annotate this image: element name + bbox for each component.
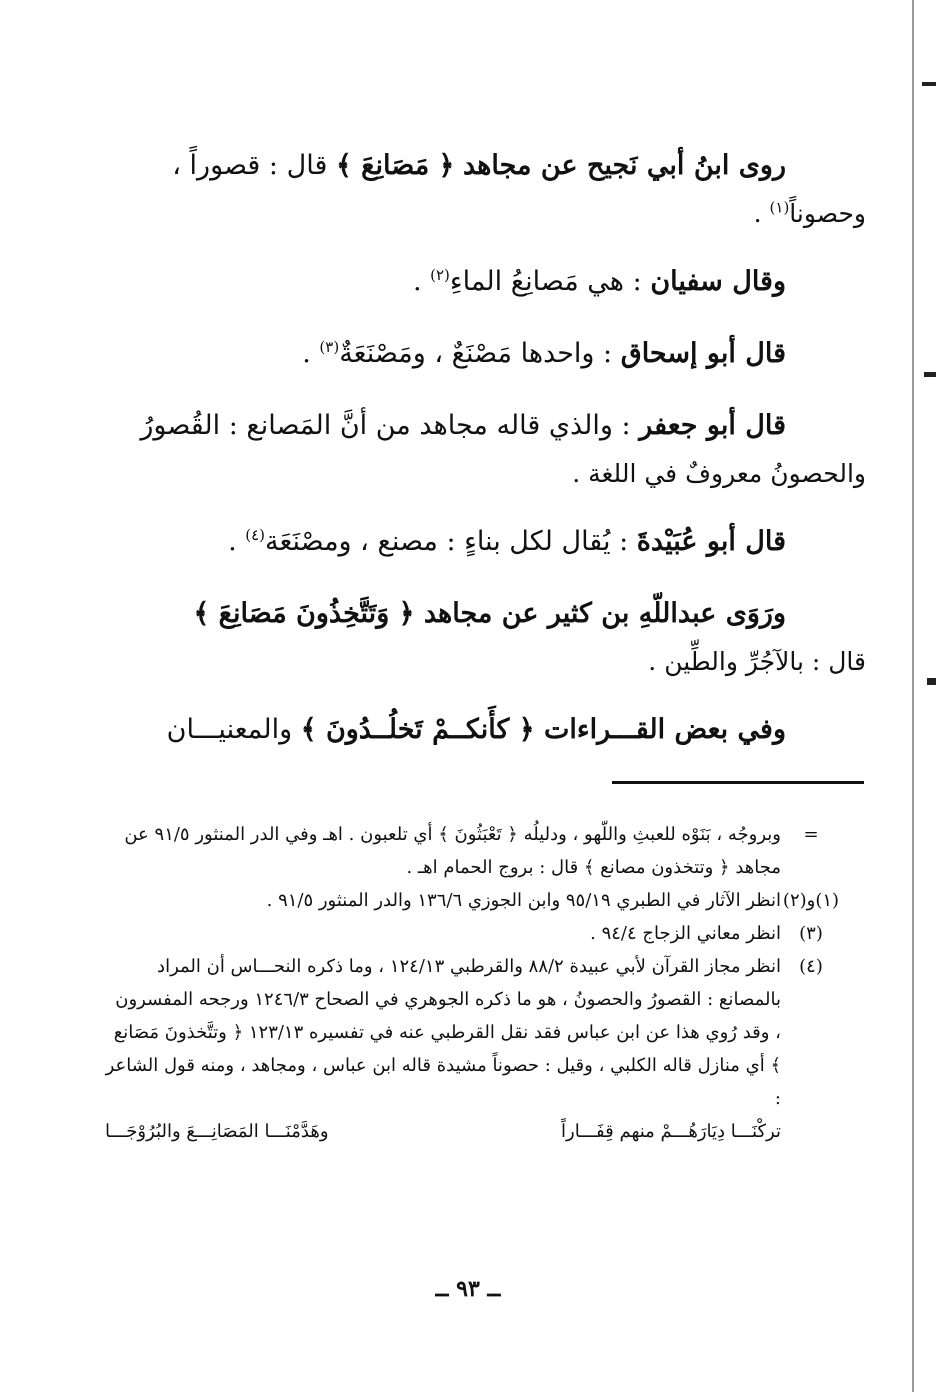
verse-second-hemistich: وهَدَّمْنَـــا المَصَانِـــعَ والبُرُوْجَـــا	[105, 1121, 329, 1142]
paragraph-3	[105, 318, 786, 390]
text-run: .	[228, 526, 246, 557]
text-run: والمعنيـــان	[166, 714, 301, 745]
text-run: .	[412, 266, 431, 297]
footnote-mark: (١)و(٢)	[782, 890, 840, 911]
edge-mark	[927, 678, 936, 685]
paragraph-2	[105, 246, 786, 318]
footnote	[105, 950, 841, 1115]
text-run: .	[302, 338, 320, 369]
footnote-text: انظر مجاز القرآن لأبي عبيدة ٨٨/٢ والقرطبي ١٢٤/١٣ ، وما ذكره النحـــاس أن المراد بالمصانع : القصورُ والحصونُ ، هو ما ذكره الجوهري في الصحاح ١٢٤٦/٣ ورجحه المفسرون ، وقد رُوي هذا عن ابن عباس فقد نقل القرطبي عنه في تفسيره ١٢٣/١٣ ﴿ وتتَّخذونَ مَصَانع ﴾ أي منازل قاله الكلبي ، وقيل : حصوناً مشيدة قاله ابن عباس ، ومجاهد ، ومنه قول الشاعر :	[105, 956, 781, 1109]
text-run: .	[753, 199, 770, 228]
footnote-mark: (٣)	[799, 923, 823, 944]
speaker-label: وفي بعض القـــراءات	[544, 714, 786, 745]
footnote-ref: (٣)	[319, 338, 340, 356]
footnote-separator	[612, 781, 864, 784]
footnote-ref: (٢)	[430, 266, 450, 284]
footnote	[105, 818, 841, 884]
footnote-mark: =	[803, 824, 819, 845]
footnotes	[105, 818, 841, 1148]
footnote-text: وبروجُه ، بَنَوْه للعبثِ واللّهو ، ودليلُه ﴿ تَعْبَثُونَ ﴾ أي تلعبون . اهـ وفي الدر المنثور ٩١/٥ عن مجاهد ﴿ وتتخذون مصانع ﴾ قال : بروج الحمام اهـ .	[124, 824, 781, 878]
speaker-label: قال أبو عُبَيْدةَ	[636, 526, 786, 557]
text-run: قال : بالآجُرِّ والطِّين .	[648, 647, 866, 676]
text-run: قال : قصوراً ،	[172, 150, 328, 181]
edge-mark	[924, 372, 936, 377]
poetry-verse	[105, 1115, 781, 1148]
text-run: : هي مَصانِعُ الماءِ	[449, 266, 651, 297]
paragraph-5	[105, 506, 786, 578]
speaker-label: ورَوَى عبداللّهِ بن كثير عن مجاهد	[423, 598, 786, 629]
quran-quote: ﴿ كأَنكــمْ تَخلُــدُونَ ﴾	[300, 714, 544, 745]
quran-quote: ﴿ وَتَتَّخِذُونَ مَصَانِعَ ﴾	[193, 598, 424, 629]
main-text	[105, 130, 866, 766]
footnote	[105, 884, 841, 917]
footnote-text: انظر معاني الزجاج ٩٤/٤ .	[590, 923, 781, 944]
footnote	[105, 917, 841, 950]
text-run: : والذي قاله مجاهد من أنَّ المَصانع : القُصورُ	[140, 410, 640, 441]
edge-mark	[922, 82, 936, 86]
speaker-label: قال أبو إسحاق	[620, 338, 786, 369]
text-run: : واحدها مَصْنَعٌ ، ومَصْنَعَةٌ	[339, 338, 621, 369]
footnote-mark: (٤)	[799, 956, 823, 977]
paragraph-7	[105, 694, 786, 766]
page-number: ــ ٩٣ ــ	[435, 1276, 501, 1302]
text-run: : يُقال لكل بناءٍ : مصنع ، ومصْنَعَة	[265, 526, 637, 557]
speaker-label: وقال سفيان	[650, 266, 786, 297]
quran-quote: ﴿ مَصَانِعَ ﴾	[335, 150, 455, 181]
verse-first-hemistich: تركْنَـــا دِيَارَهُـــمْ منهم قِفَـــاراً	[561, 1121, 781, 1142]
text-run: روى ابنُ أبي نَجيح عن مجاهد	[462, 150, 786, 181]
footnote-ref: (٤)	[245, 526, 266, 544]
text-run: وحصوناً	[789, 199, 866, 228]
speaker-label: قال أبو جعفر	[639, 410, 786, 441]
paragraph-1	[105, 130, 786, 202]
footnote-text: انظر الآثار في الطبري ٩٥/١٩ وابن الجوزي ١٣٦/٦ والدر المنثور ٩١/٥ .	[266, 890, 781, 911]
footnote-ref: (١)	[769, 198, 790, 217]
text-run: والحصونُ معروفٌ في اللغة .	[572, 459, 866, 488]
binding-edge-line	[912, 0, 914, 1392]
